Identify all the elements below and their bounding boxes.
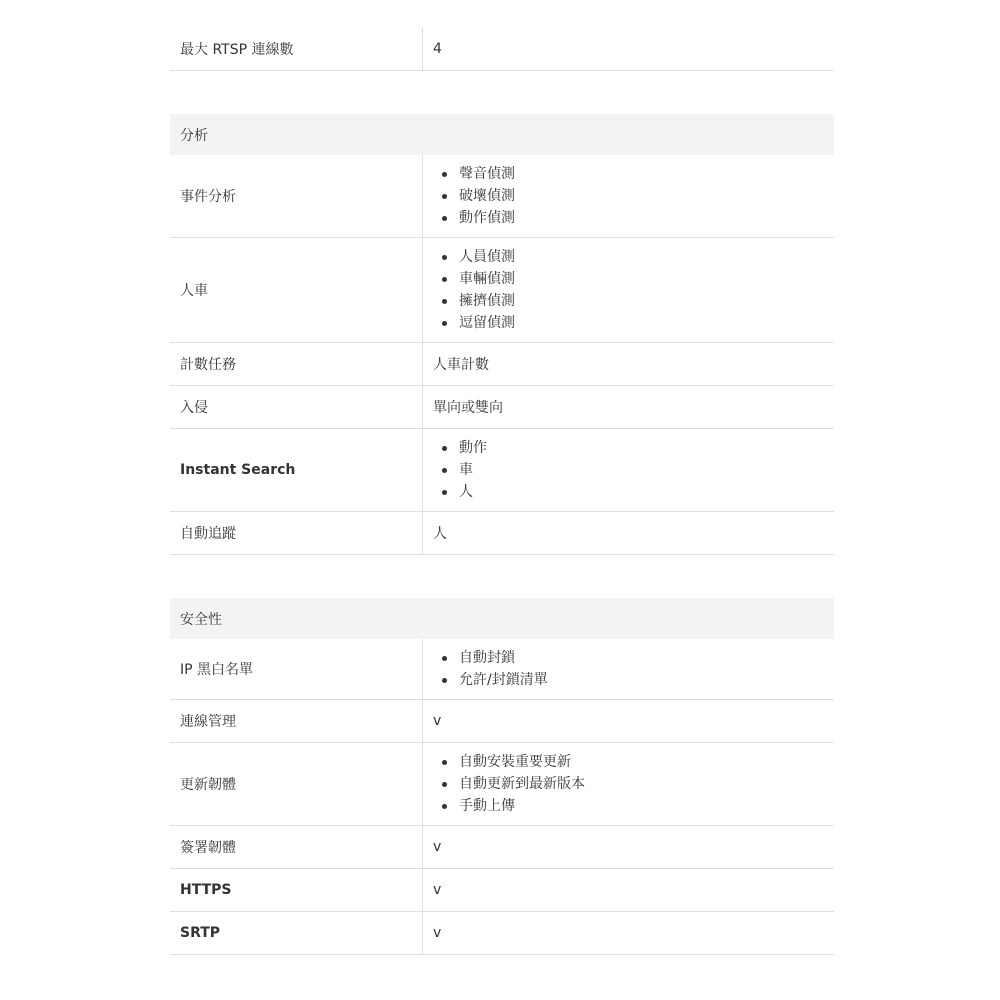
row-value: v (423, 869, 835, 912)
table-row-auto-tracking (170, 512, 834, 555)
row-label: 自動追蹤 (170, 512, 423, 555)
row-value: 人 (423, 512, 835, 555)
list-item: 允許/封鎖清單 (433, 669, 824, 691)
list-item: 破壞偵測 (433, 185, 824, 207)
table-row-https (170, 869, 834, 912)
bullet-list (433, 437, 824, 503)
row-label: 更新韌體 (170, 743, 423, 826)
spec-table-container (170, 28, 834, 955)
row-value: 4 (423, 28, 835, 71)
section-title: 分析 (170, 114, 834, 155)
row-label: Instant Search (170, 429, 423, 512)
list-item: 人員偵測 (433, 246, 824, 268)
list-item: 手動上傳 (433, 795, 824, 817)
list-item: 聲音偵測 (433, 163, 824, 185)
list-item: 動作偵測 (433, 207, 824, 229)
section-header-analysis (170, 114, 834, 155)
spec-table (170, 28, 834, 955)
section-title: 安全性 (170, 598, 834, 639)
bullet-list (433, 246, 824, 334)
table-row-ip-list (170, 639, 834, 700)
list-item: 自動更新到最新版本 (433, 773, 824, 795)
list-item: 動作 (433, 437, 824, 459)
row-label: IP 黑白名單 (170, 639, 423, 700)
row-label: 事件分析 (170, 155, 423, 238)
row-label: 最大 RTSP 連線數 (170, 28, 423, 71)
row-label: 入侵 (170, 386, 423, 429)
row-value (423, 155, 835, 238)
list-item: 擁擠偵測 (433, 290, 824, 312)
table-row-max-rtsp (170, 28, 834, 71)
row-value (423, 743, 835, 826)
table-row-connection-management (170, 700, 834, 743)
row-value: v (423, 700, 835, 743)
row-value: 單向或雙向 (423, 386, 835, 429)
row-label: 人車 (170, 238, 423, 343)
list-item: 逗留偵測 (433, 312, 824, 334)
table-row-counting (170, 343, 834, 386)
section-gap (170, 71, 834, 115)
row-value (423, 238, 835, 343)
bullet-list (433, 647, 824, 691)
row-label: 簽署韌體 (170, 826, 423, 869)
list-item: 人 (433, 481, 824, 503)
table-row-signed-firmware (170, 826, 834, 869)
row-value: 人車計數 (423, 343, 835, 386)
table-row-intrusion (170, 386, 834, 429)
bullet-list (433, 751, 824, 817)
section-gap (170, 555, 834, 599)
section-header-security (170, 598, 834, 639)
table-row-instant-search (170, 429, 834, 512)
table-row-firmware-update (170, 743, 834, 826)
row-label: 計數任務 (170, 343, 423, 386)
bullet-list (433, 163, 824, 229)
row-value: v (423, 826, 835, 869)
row-value: v (423, 912, 835, 955)
list-item: 自動安裝重要更新 (433, 751, 824, 773)
table-row-event-analysis (170, 155, 834, 238)
row-value (423, 429, 835, 512)
list-item: 自動封鎖 (433, 647, 824, 669)
row-label: SRTP (170, 912, 423, 955)
list-item: 車 (433, 459, 824, 481)
row-label: 連線管理 (170, 700, 423, 743)
row-value (423, 639, 835, 700)
row-label: HTTPS (170, 869, 423, 912)
table-row-people-vehicle (170, 238, 834, 343)
table-row-srtp (170, 912, 834, 955)
list-item: 車輛偵測 (433, 268, 824, 290)
